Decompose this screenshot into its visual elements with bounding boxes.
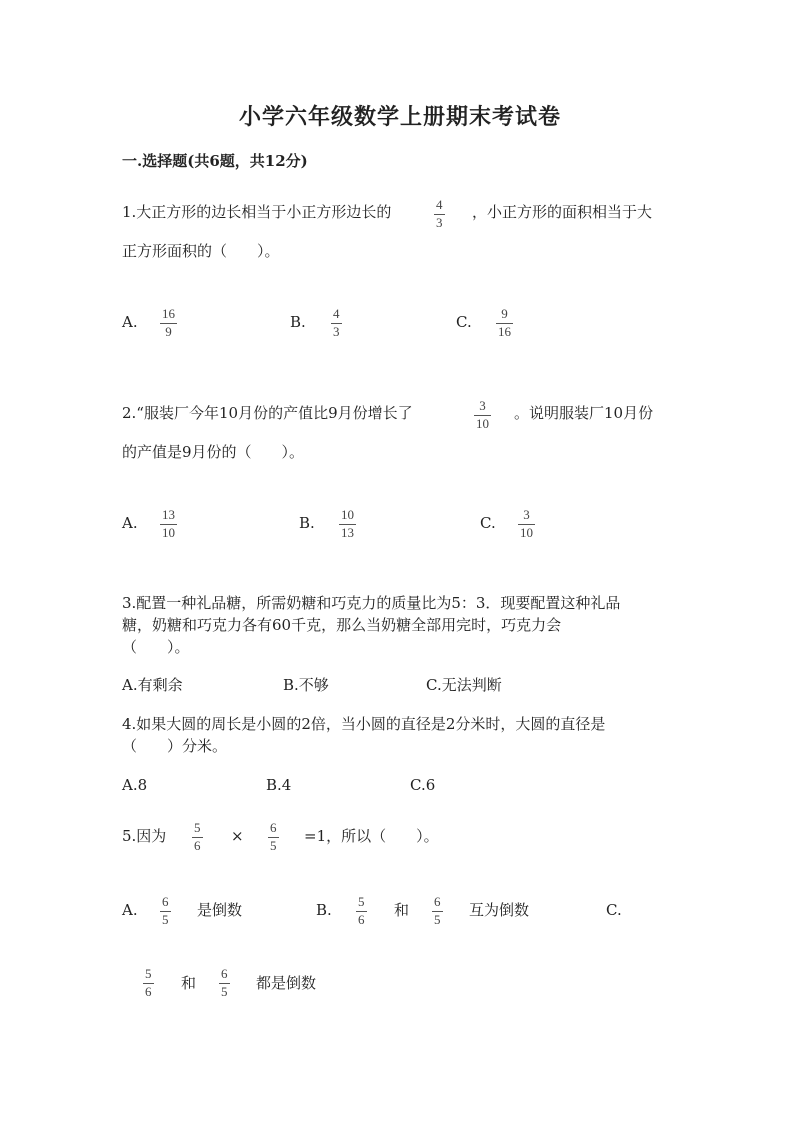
question-2-option-b-label[interactable]: B. [299, 514, 315, 532]
numerator: 4 [436, 197, 443, 212]
question-5-option-c-fraction-2[interactable] [219, 967, 230, 999]
question-4-option-c[interactable]: C.6 [410, 776, 436, 794]
question-5-option-b-label[interactable]: B. [316, 901, 332, 919]
question-2-text-start: 2.“服装厂今年10月份的产值比9月份增长了 [122, 404, 413, 422]
question-3-option-a[interactable]: A.有剩余 [122, 676, 183, 694]
question-4-option-a[interactable]: A.8 [122, 776, 148, 794]
question-5-fraction-1 [192, 821, 203, 853]
question-5-option-a-text[interactable]: 是倒数 [197, 901, 243, 919]
question-1-option-b-fraction[interactable] [331, 307, 342, 339]
denominator: 10 [476, 416, 489, 431]
question-5-option-b-fraction-1[interactable] [356, 895, 367, 927]
question-5-text-start: 5.因为 [122, 827, 167, 845]
numerator: 3 [479, 398, 486, 413]
denominator: 5 [221, 984, 228, 999]
numerator: 5 [145, 966, 152, 981]
denominator: 5 [434, 912, 441, 927]
numerator: 9 [501, 306, 508, 321]
numerator: 6 [270, 820, 277, 835]
numerator: 6 [434, 894, 441, 909]
question-3-option-c[interactable]: C.无法判断 [426, 676, 502, 694]
question-3-line-2: 糖，奶糖和巧克力各有60千克，那么当奶糖全部用完时，巧克力会 [122, 616, 562, 634]
numerator: 5 [358, 894, 365, 909]
question-5-option-c-connector[interactable]: 和 [181, 974, 197, 992]
question-5-text-end: =1，所以（ ）。 [304, 827, 439, 845]
question-5-option-b-text[interactable]: 互为倒数 [469, 901, 530, 919]
denominator: 10 [162, 525, 175, 540]
question-1-option-b-label[interactable]: B. [290, 313, 306, 331]
question-1-text-middle: ，小正方形的面积相当于大 [472, 203, 653, 221]
numerator: 10 [341, 507, 354, 522]
question-1-option-c-fraction[interactable] [496, 307, 513, 339]
page-title: 小学六年级数学上册期末考试卷 [238, 104, 561, 130]
question-1-option-a-fraction[interactable] [160, 307, 177, 339]
question-5-option-a-label[interactable]: A. [122, 901, 138, 919]
denominator: 10 [520, 525, 533, 540]
question-5-fraction-2 [268, 821, 279, 853]
question-5-option-b-connector[interactable]: 和 [394, 901, 410, 919]
question-5-option-c-text[interactable]: 都是倒数 [256, 974, 317, 992]
numerator: 3 [523, 507, 530, 522]
numerator: 4 [333, 306, 340, 321]
denominator: 3 [333, 324, 340, 339]
denominator: 6 [145, 984, 152, 999]
denominator: 16 [498, 324, 511, 339]
numerator: 6 [221, 966, 228, 981]
question-2-option-b-fraction[interactable] [339, 508, 356, 540]
numerator: 13 [162, 507, 175, 522]
denominator: 5 [270, 838, 277, 853]
question-2-fraction [474, 399, 491, 431]
question-2-option-a-fraction[interactable] [160, 508, 177, 540]
question-1-option-a-label[interactable]: A. [122, 313, 138, 331]
question-2-option-c-label[interactable]: C. [480, 514, 496, 532]
question-1-text-end: 正方形面积的（ ）。 [122, 242, 280, 260]
question-4-line-2: （ ）分米。 [122, 737, 228, 755]
times-sign: × [231, 827, 244, 845]
question-2-text-middle: 。说明服装厂10月份 [514, 404, 654, 422]
question-1-option-c-label[interactable]: C. [456, 313, 472, 331]
question-4-option-b[interactable]: B.4 [266, 776, 292, 794]
question-2-text-end: 的产值是9月份的（ ）。 [122, 443, 305, 461]
question-2-option-c-fraction[interactable] [518, 508, 535, 540]
question-3-line-3: （ ）。 [122, 638, 190, 656]
question-3-option-b[interactable]: B.不够 [283, 676, 329, 694]
question-4-line-1: 4.如果大圆的周长是小圆的2倍，当小圆的直径是2分米时，大圆的直径是 [122, 715, 606, 733]
question-1-text-start: 1.大正方形的边长相当于小正方形边长的 [122, 203, 392, 221]
denominator: 6 [358, 912, 365, 927]
question-3-line-1: 3.配置一种礼品糖，所需奶糖和巧克力的质量比为5：3．现要配置这种礼品 [122, 594, 621, 612]
question-5-option-b-fraction-2[interactable] [432, 895, 443, 927]
numerator: 6 [162, 894, 169, 909]
question-5-option-c-fraction-1[interactable] [143, 967, 154, 999]
denominator: 3 [436, 215, 443, 230]
denominator: 13 [341, 525, 354, 540]
question-2-option-a-label[interactable]: A. [122, 514, 138, 532]
numerator: 5 [194, 820, 201, 835]
denominator: 5 [162, 912, 169, 927]
question-5-option-c-label[interactable]: C. [606, 901, 622, 919]
question-1-fraction [434, 198, 445, 230]
numerator: 16 [162, 306, 175, 321]
section-heading: 一.选择题(共6题，共12分) [122, 152, 308, 170]
question-5-option-a-fraction[interactable] [160, 895, 171, 927]
denominator: 9 [165, 324, 172, 339]
denominator: 6 [194, 838, 201, 853]
